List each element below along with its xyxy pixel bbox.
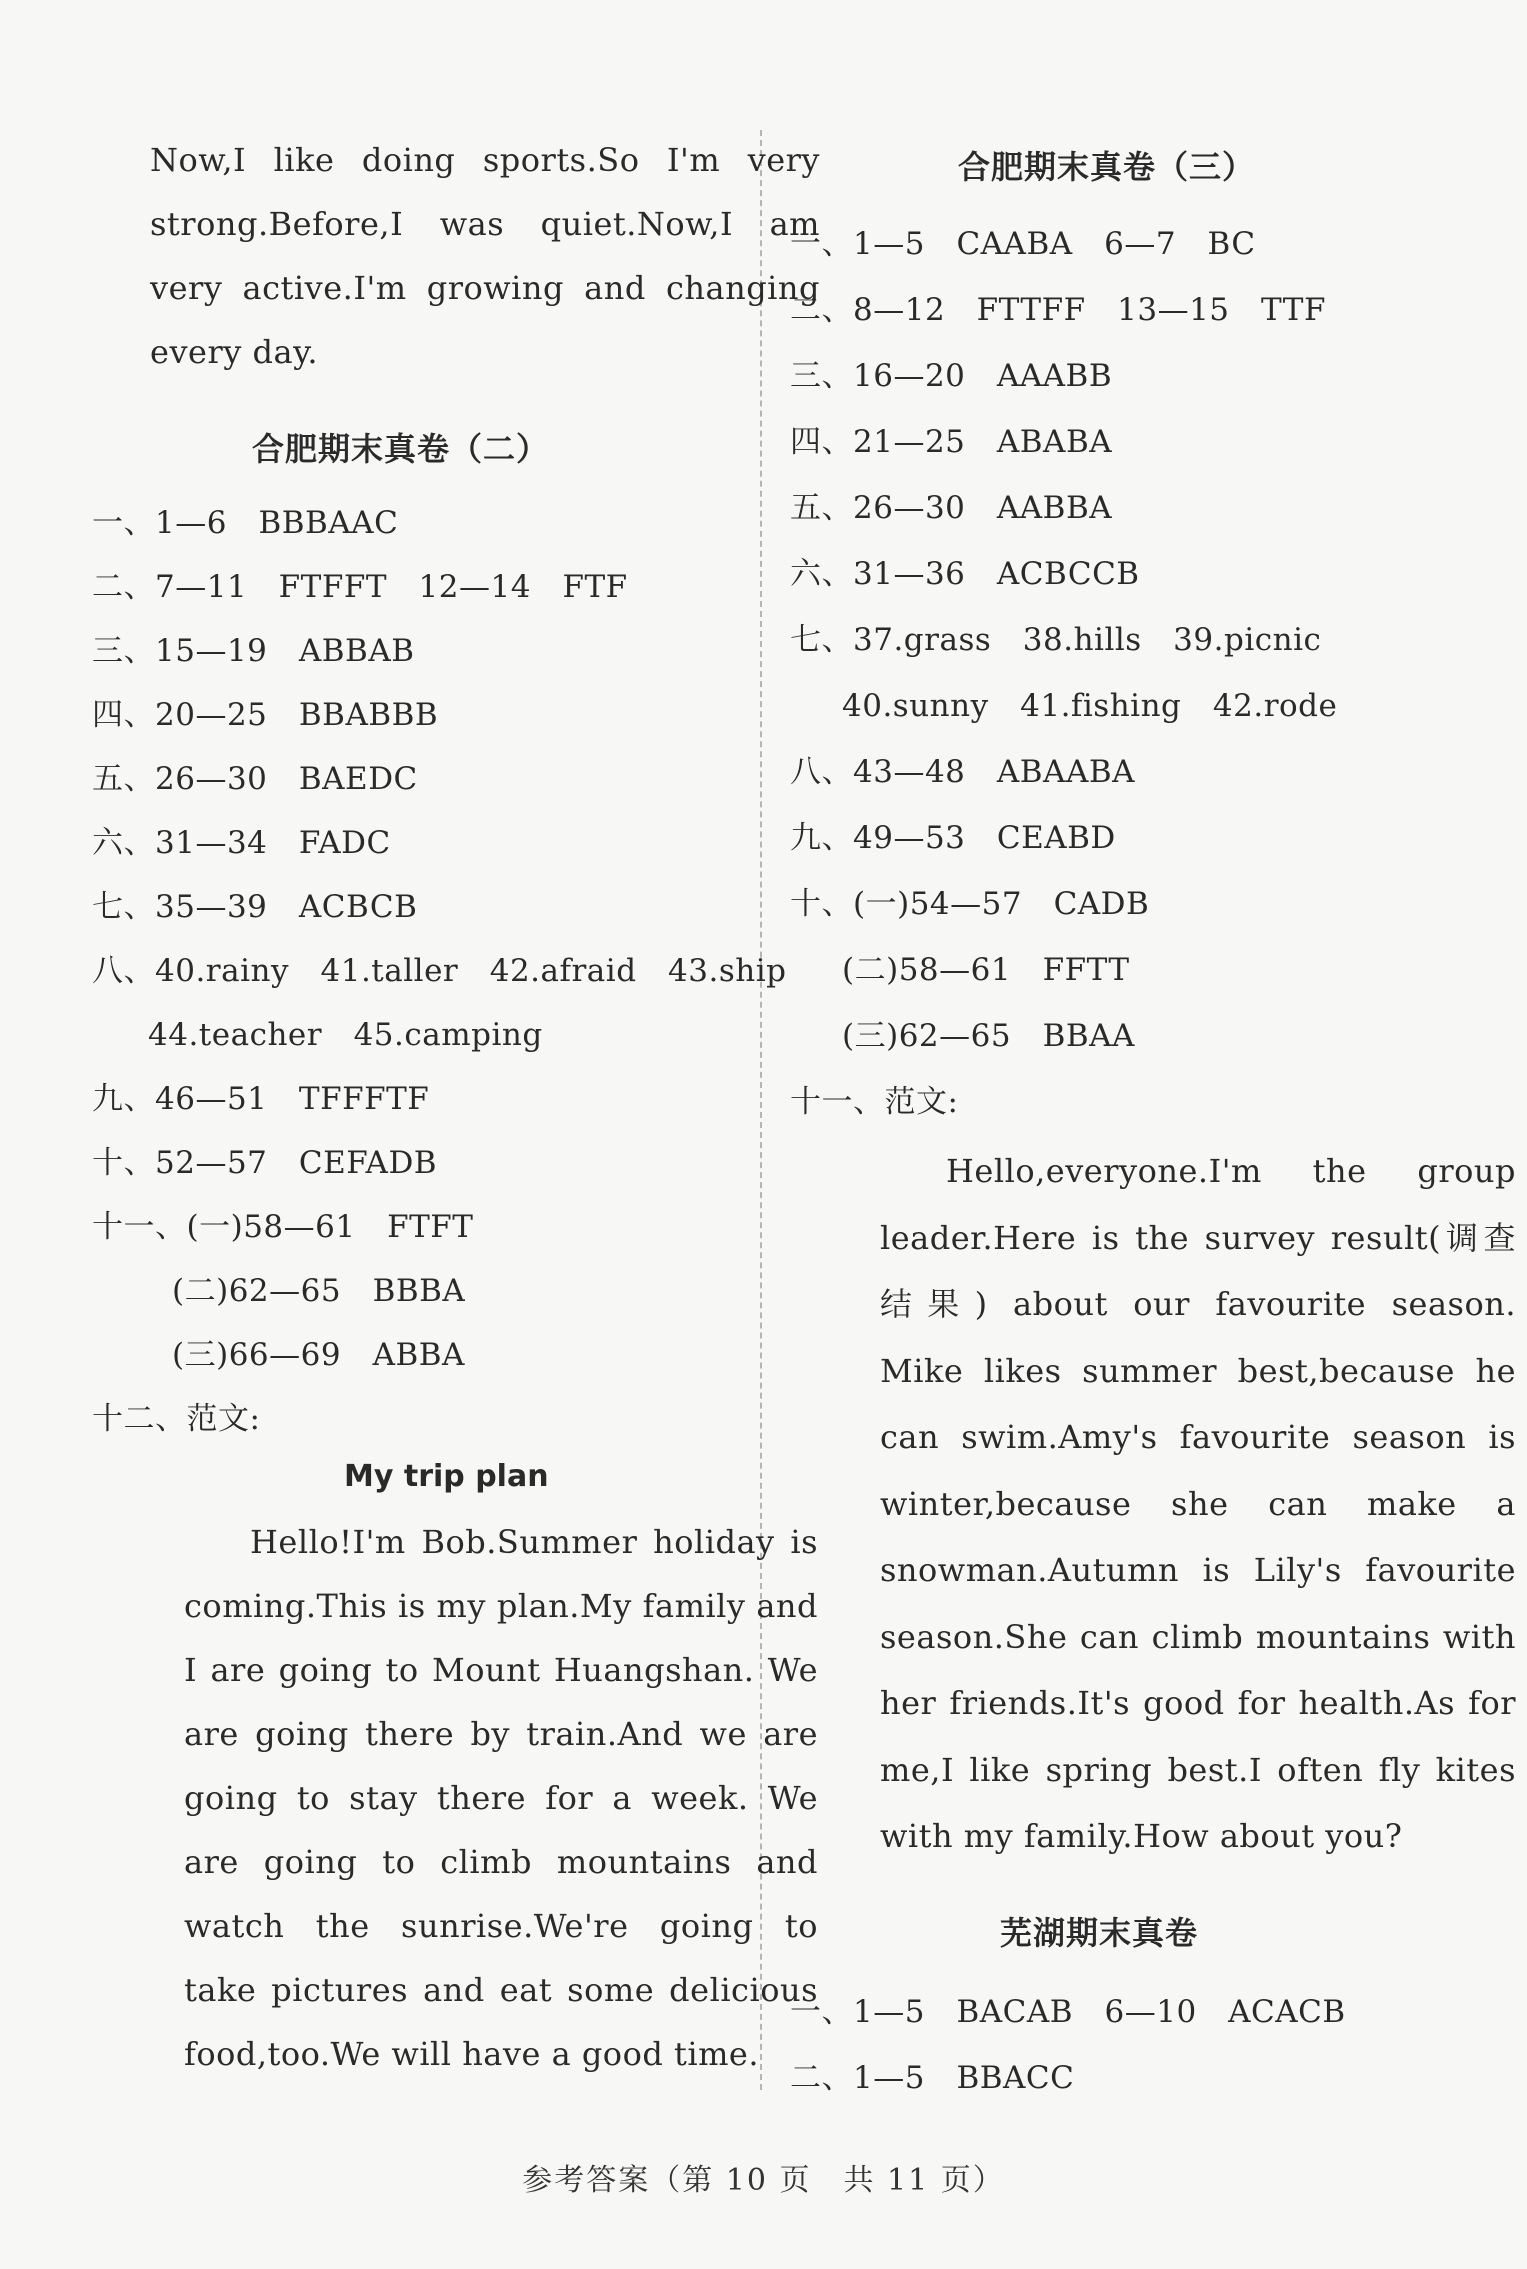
answer-line: 五、26—30 BAEDC [92, 761, 418, 797]
answer-line: 六、31—36 ACBCCB [790, 556, 1140, 592]
answer-line: 九、49—53 CEABD [790, 820, 1116, 856]
answer-line: 二、8—12 FTTFF 13—15 TTF [790, 292, 1326, 328]
answer-line: 十一、(一)58—61 FTFT [92, 1209, 474, 1245]
answer-line: 六、31—34 FADC [92, 825, 391, 861]
essay-paragraph: Hello!I'm Bob.Summer holiday is coming.This is my plan.My family and I are going to Mount Huangshan. We are going there by train.And we are going to stay there for a week. We are going to climb mountains and watch the sunrise.We're going to take pictures and eat some delicious food,too.We will have a good time. [184, 1523, 818, 2073]
answer-line: 十二、范文: [92, 1401, 261, 1437]
answer-line: 三、15—19 ABBAB [92, 633, 415, 669]
answer-line: 十、52—57 CEFADB [92, 1145, 438, 1181]
answer-line: 八、40.rainy 41.taller 42.afraid 43.ship [92, 953, 787, 989]
page-footer: 参考答案（第 10 页 共 11 页） [522, 2163, 1005, 2198]
answer-line: 八、43—48 ABAABA [790, 754, 1136, 790]
answer-line: 44.teacher 45.camping [148, 1017, 543, 1053]
answer-line: 七、35—39 ACBCB [92, 889, 418, 925]
answer-line: 九、46—51 TFFFTF [92, 1081, 430, 1117]
exam2-heading: 合肥期末真卷（二） [252, 430, 550, 468]
answer-line: 一、1—6 BBBAAC [92, 505, 399, 541]
exam3-heading: 合肥期末真卷（三） [958, 148, 1256, 186]
answer-line: (二)58—61 FFTT [842, 952, 1130, 988]
answer-line: 一、1—5 CAABA 6—7 BC [790, 226, 1256, 262]
answer-line: 十一、范文: [790, 1084, 959, 1120]
answer-line: 二、7—11 FTFFT 12—14 FTF [92, 569, 628, 605]
answer-line: 五、26—30 AABBA [790, 490, 1113, 526]
answer-line: 四、20—25 BBABBB [92, 697, 439, 733]
answer-line: 一、1—5 BACAB 6—10 ACACB [790, 1994, 1346, 2030]
answer-line: (二)62—65 BBBA [172, 1273, 466, 1309]
answer-line: 四、21—25 ABABA [790, 424, 1113, 460]
wuhu-heading: 芜湖期末真卷 [1000, 1914, 1199, 1952]
answer-line: 七、37.grass 38.hills 39.picnic [790, 622, 1322, 658]
answer-line: 40.sunny 41.fishing 42.rode [842, 688, 1338, 724]
essay-paragraph: Hello,everyone.I'm the group leader.Here is the survey result(调查结果) about our favourite season. Mike likes summer best,because he can swim.Amy's favourite season is winter,because she can make a snowman.Autumn is Lily's favourite season.She can climb mountains with her friends.It's good for health.As for me,I like spring best.I often fly kites with my family.How about you? [880, 1152, 1516, 1855]
answer-line: (三)62—65 BBAA [842, 1018, 1135, 1054]
essay-title: My trip plan [344, 1459, 549, 1494]
answer-line: 二、1—5 BBACC [790, 2060, 1075, 2096]
answer-line: 三、16—20 AAABB [790, 358, 1113, 394]
answer-line: (三)66—69 ABBA [172, 1337, 465, 1373]
answer-line: 十、(一)54—57 CADB [790, 886, 1150, 922]
intro-paragraph: Now,I like doing sports.So I'm very strong.Before,I was quiet.Now,I am very active.I'm growing and changing every day. [150, 141, 820, 371]
